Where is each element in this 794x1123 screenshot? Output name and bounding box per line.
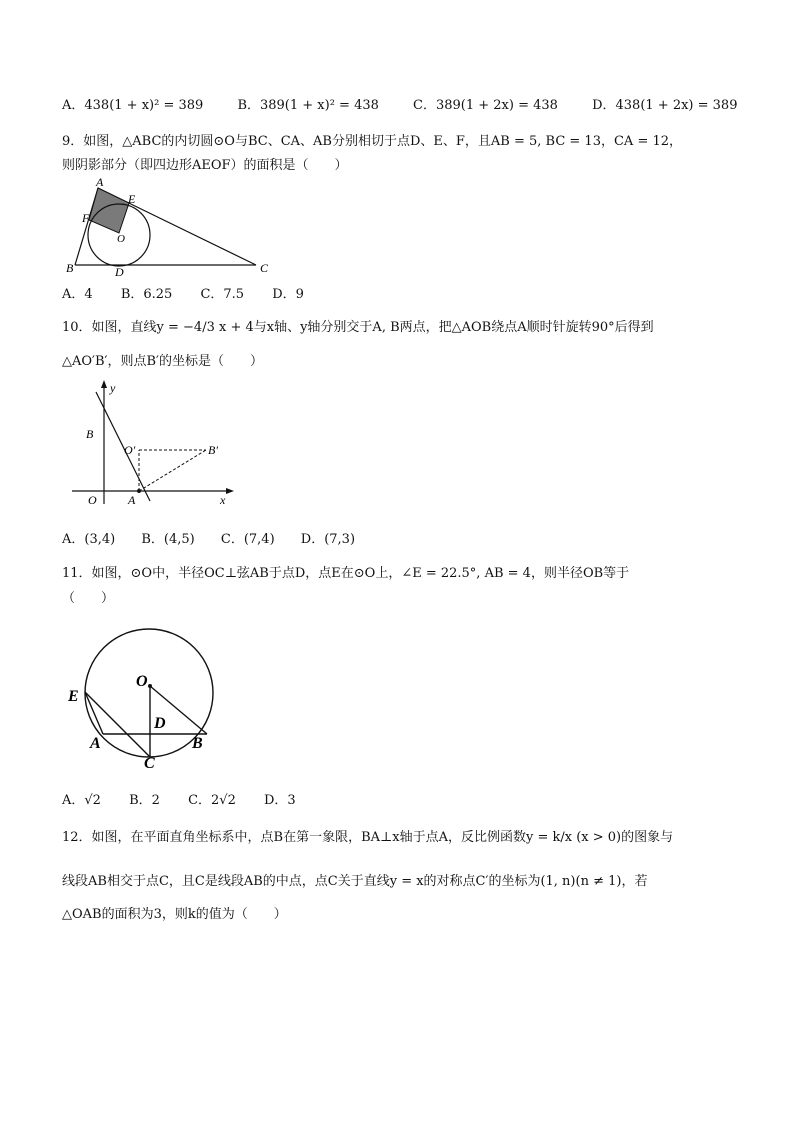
q10-figure	[62, 380, 252, 510]
q9-option-d[interactable]: D．9	[272, 287, 304, 302]
q9-stem-line2: 则阴影部分（即四边形AEOF）的面积是（ ）	[62, 158, 348, 173]
q10-label-x: x	[220, 493, 226, 507]
q11-label-d: D	[154, 715, 166, 732]
q10-option-d[interactable]: D．(7,3)	[300, 532, 356, 547]
q11-options	[62, 792, 324, 810]
q10-x-arrow-icon	[226, 488, 234, 494]
q8-option-b[interactable]: B．389(1 + x)² = 438	[237, 98, 379, 113]
q11-label-o: O	[136, 673, 148, 690]
q11-stem-line2: （ ）	[62, 591, 115, 606]
q11-figure	[62, 620, 232, 770]
q10-label-y: y	[110, 381, 116, 395]
q11-option-a[interactable]: A．√2	[62, 793, 101, 808]
q11-stem-line1: 11．如图，⊙O中，半径OC⊥弦AB于点D，点E在⊙O上，∠E = 22.5°, AB = 4，则半径OB等于	[62, 566, 630, 581]
q8-options	[62, 97, 765, 115]
q8-option-c[interactable]: C．389(1 + 2x) = 438	[413, 98, 558, 113]
q9-figure	[60, 176, 280, 280]
q10-segment-ab-prime	[139, 450, 206, 491]
q10-label-a: A	[128, 493, 136, 507]
q11-point-o	[148, 684, 152, 688]
q10-label-o: O	[88, 493, 97, 507]
q9-label-f: F	[82, 211, 90, 225]
q12-stem-line3: △OAB的面积为3，则k的值为（ ）	[62, 907, 287, 922]
q9-label-e: E	[128, 192, 136, 206]
q9-option-b[interactable]: B．6.25	[120, 287, 173, 302]
q9-stem-line1: 9．如图，△ABC的内切圆⊙O与BC、CA、AB分别相切于点D、E、F，且AB = 5, BC = 13，CA = 12，	[62, 134, 683, 149]
q10-label-o-prime: O′	[124, 443, 136, 457]
q11-option-c[interactable]: C．2√2	[188, 793, 236, 808]
q9-label-c: C	[260, 261, 269, 275]
q10-label-b-prime: B′	[208, 443, 218, 457]
q9-label-d: D	[115, 265, 124, 279]
q9-label-a: A	[96, 176, 104, 189]
q10-stem-line1: 10．如图，直线y = −4/3 x + 4与x轴、y轴分别交于A, B两点，把△AOB绕点A顺时针旋转90°后得到	[62, 320, 654, 335]
q12-stem-line2: 线段AB相交于点C，且C是线段AB的中点，点C关于直线y = x的对称点C′的坐标为(1, n)(n ≠ 1)，若	[62, 874, 648, 889]
q10-options	[62, 531, 383, 549]
q8-option-a[interactable]: A．438(1 + x)² = 389	[62, 98, 204, 113]
q10-option-c[interactable]: C．(7,4)	[220, 532, 275, 547]
q9-option-a[interactable]: A．4	[62, 287, 93, 302]
q9-option-c[interactable]: C．7.5	[200, 287, 245, 302]
q11-option-d[interactable]: D．3	[263, 793, 296, 808]
q9-options	[62, 286, 332, 304]
q11-option-b[interactable]: B．2	[129, 793, 160, 808]
q9-label-o: O	[117, 233, 125, 245]
q8-option-d[interactable]: D．438(1 + 2x) = 389	[592, 98, 738, 113]
q10-label-b: B	[86, 427, 94, 441]
q11-label-e: E	[68, 688, 79, 705]
q10-point-a	[137, 489, 141, 493]
q9-shaded-quadrilateral	[89, 188, 129, 233]
q10-y-arrow-icon	[101, 380, 107, 388]
q11-label-b: B	[192, 735, 203, 752]
q10-stem-line2: △AO′B′，则点B′的坐标是（ ）	[62, 354, 264, 369]
q12-stem-line1: 12．如图，在平面直角坐标系中，点B在第一象限，BA⊥x轴于点A，反比例函数y = k/x (x > 0)的图象与	[62, 830, 674, 845]
q10-option-b[interactable]: B．(4,5)	[141, 532, 195, 547]
q11-label-a: A	[90, 735, 101, 752]
q11-label-c: C	[144, 755, 155, 770]
q10-option-a[interactable]: A．(3,4)	[62, 532, 116, 547]
q9-label-b: B	[66, 261, 74, 275]
